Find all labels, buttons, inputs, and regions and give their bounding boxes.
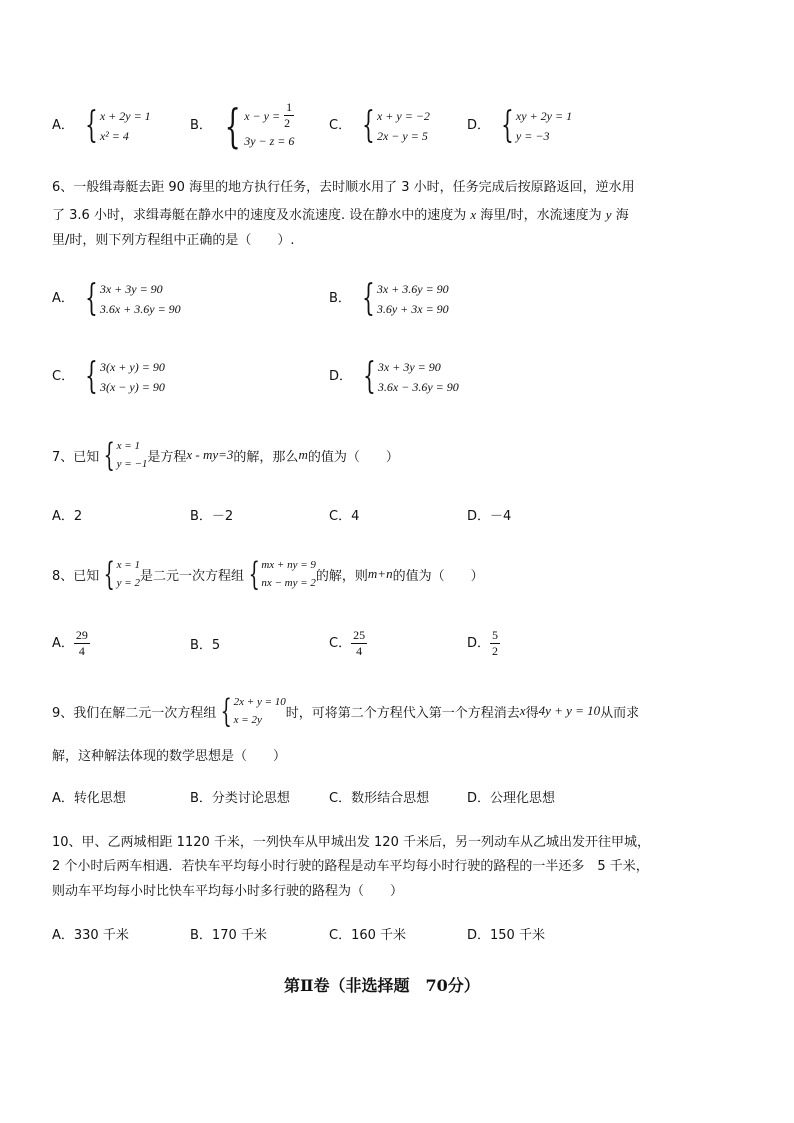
equation: x = 1: [116, 440, 140, 452]
fraction-numerator: 5: [492, 628, 499, 642]
equation: x - my=3: [186, 447, 234, 462]
text: 的解，那么: [233, 449, 299, 465]
equation-system: [80, 279, 181, 319]
equation-system: [80, 106, 151, 146]
text: 的值为（ ）: [307, 449, 399, 465]
q7-question: [52, 437, 399, 473]
equation: 3x + 3.6y = 90: [376, 282, 449, 296]
text: 8、已知: [52, 568, 100, 584]
option-label: A．: [52, 635, 74, 651]
equation: x² = 4: [99, 129, 129, 143]
option-label: C．: [329, 118, 352, 133]
fraction-denominator: 2: [492, 644, 499, 658]
brace-icon: {: [103, 555, 116, 593]
q9-option-d: D．公理化思想: [467, 791, 556, 806]
text: 是二元一次方程组: [139, 568, 244, 584]
q7-option-b: B．－2: [190, 509, 234, 524]
section-title: 第Ⅱ卷（非选择题 70分）: [284, 976, 480, 995]
text: 得: [525, 705, 539, 721]
q9-option-a: A．转化思想: [52, 791, 126, 806]
variable: y: [605, 207, 612, 222]
equation: 3.6x + 3.6y = 90: [99, 302, 181, 316]
q6-line-1: 6、一般缉毒艇去距 90 海里的地方执行任务，去时顺水用了 3 小时，任务完成后按原路返回，逆水用: [52, 180, 635, 195]
q7-option-a: A．2: [52, 509, 83, 524]
brace-icon: {: [501, 105, 514, 146]
q9-option-b: B．分类讨论思想: [190, 791, 290, 806]
equation: x = 1: [116, 559, 140, 571]
text: 时，可将第二个方程代入第一个方程消去: [285, 705, 520, 721]
text: 的解，则: [315, 568, 368, 584]
text: 了 3.6 小时，求缉毒艇在静水中的速度及水流速度. 设在静水中的速度为: [52, 208, 471, 223]
q10-line-2: 2 个小时后两车相遇．若快车平均每小时行驶的路程是动车平均每小时行驶的路程的一半还多 5 千米，: [52, 859, 649, 874]
brace-icon: {: [362, 105, 375, 146]
equation: 2x − y = 5: [376, 129, 428, 143]
text: 9、我们在解二元一次方程组: [52, 705, 217, 721]
equation: x + y = −2: [376, 109, 430, 123]
equation-system: [218, 100, 294, 151]
equation: 3(x − y) = 90: [99, 380, 165, 394]
q9-line-2: 解，这种解法体现的数学思想是（ ）: [52, 749, 287, 764]
brace-icon: {: [363, 356, 376, 397]
brace-icon: {: [85, 356, 98, 397]
variable: m: [298, 447, 308, 462]
fraction-denominator: 4: [356, 644, 363, 658]
equation: y = −1: [116, 458, 148, 470]
option-label: C．: [52, 369, 75, 384]
fraction-numerator: 29: [75, 628, 88, 642]
brace-icon: {: [85, 278, 98, 319]
equation-system: [216, 693, 285, 729]
q5-option-d: [467, 106, 572, 146]
q6-option-c: [52, 357, 165, 397]
equation-system: [358, 357, 459, 397]
equation: 3(x + y) = 90: [99, 360, 165, 374]
q8-question: [52, 556, 484, 592]
q9-option-c: C．数形结合思想: [329, 791, 430, 806]
option-label: D．: [467, 118, 491, 133]
equation-system: [357, 279, 449, 319]
q5-option-b: [190, 100, 294, 151]
equation-system: [496, 106, 572, 146]
equation: 2x + y = 10: [233, 696, 286, 708]
q10-option-c: C．160 千米: [329, 928, 407, 943]
q6-option-d: [329, 357, 459, 397]
q5-option-a: [52, 106, 151, 146]
equation-system: [80, 357, 165, 397]
equation-system: [99, 556, 140, 592]
variable: x: [470, 207, 477, 222]
q10-option-a: A．330 千米: [52, 928, 129, 943]
equation: x = 2y: [233, 714, 262, 726]
equation-system: [244, 556, 316, 592]
q10-option-d: D．150 千米: [467, 928, 545, 943]
brace-icon: {: [224, 98, 241, 153]
expression: m+n: [367, 566, 393, 581]
equation: xy + 2y = 1: [515, 109, 573, 123]
brace-icon: {: [220, 692, 233, 730]
text: 从而求: [600, 705, 640, 721]
brace-icon: {: [85, 105, 98, 146]
q8-option-b: B．5: [190, 638, 221, 653]
equation: nx − my = 2: [261, 577, 316, 589]
equation: 3y − z = 6: [244, 134, 295, 148]
fraction-denominator: 2: [284, 116, 291, 130]
option-label: C．: [329, 635, 352, 651]
option-label: B．: [190, 117, 212, 133]
text: 海里/时，水流速度为: [476, 208, 606, 223]
q10-line-3: 则动车平均每小时比快车平均每小时多行驶的路程为（ ）: [52, 884, 404, 899]
q9-question: [52, 693, 639, 729]
text: 是方程: [147, 449, 187, 465]
q6-option-b: [329, 279, 449, 319]
equation-system: [357, 106, 430, 146]
option-label: D．: [329, 369, 353, 384]
equation: 3.6x − 3.6y = 90: [377, 380, 459, 394]
q8-option-a: [52, 628, 90, 659]
fraction-numerator: 25: [353, 628, 366, 642]
equation-left: x − y =: [244, 108, 281, 123]
equation: [244, 100, 294, 131]
fraction-numerator: 1: [286, 100, 293, 114]
option-label: A．: [52, 291, 74, 306]
brace-icon: {: [103, 436, 116, 474]
brace-icon: {: [362, 278, 375, 319]
q10-line-1: 10、甲、乙两城相距 1120 千米，一列快车从甲城出发 120 千米后，另一列动车从乙城出发开往甲城，: [52, 835, 650, 850]
equation: mx + ny = 9: [261, 559, 316, 571]
option-label: B．: [329, 291, 351, 306]
q6-line-3: 里/时，则下列方程组中正确的是（ ）.: [52, 233, 295, 248]
q10-option-b: B．170 千米: [190, 928, 267, 943]
q7-option-d: D．－4: [467, 509, 512, 524]
q6-line-2: [52, 205, 629, 226]
equation: 4y + y = 10: [538, 703, 601, 718]
q6-option-a: [52, 279, 181, 319]
q7-option-c: C．4: [329, 509, 360, 524]
equation: 3x + 3y = 90: [99, 282, 163, 296]
equation-system: [99, 437, 147, 473]
equation: y = −3: [515, 129, 550, 143]
option-label: A．: [52, 118, 74, 133]
fraction-denominator: 4: [78, 644, 85, 658]
equation: x + 2y = 1: [99, 109, 151, 123]
variable: x: [519, 703, 526, 718]
equation: y = 2: [116, 577, 140, 589]
text: 海: [611, 208, 629, 223]
text: 7、已知: [52, 449, 100, 465]
q8-option-c: [329, 628, 367, 659]
equation: 3.6y + 3x = 90: [376, 302, 449, 316]
brace-icon: {: [248, 555, 260, 593]
option-label: D．: [467, 635, 491, 651]
q8-option-d: [467, 628, 500, 659]
equation: 3x + 3y = 90: [377, 360, 441, 374]
q5-option-c: [329, 106, 430, 146]
text: 的值为（ ）: [392, 568, 484, 584]
